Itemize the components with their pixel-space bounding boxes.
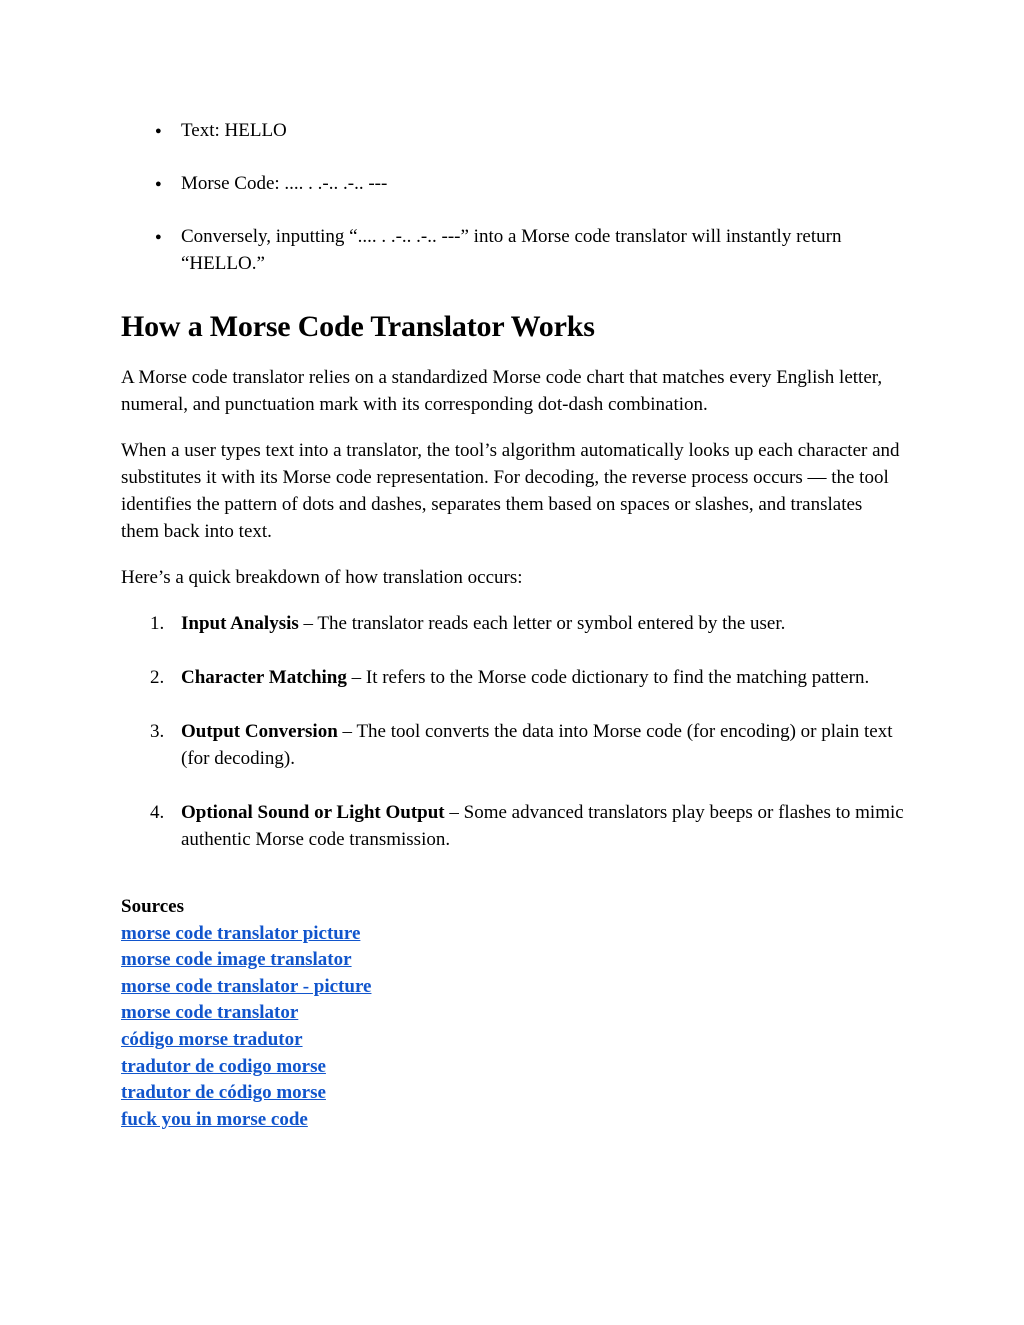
bullet-text: Text: HELLO xyxy=(181,120,287,141)
item-text: – The tool converts the data into Morse code (for encoding) or plain text (for decoding). xyxy=(181,721,893,769)
numbered-list xyxy=(121,610,904,853)
item-label: Input Analysis xyxy=(181,613,299,634)
bullet-icon: ● xyxy=(155,178,162,190)
item-number: 1. xyxy=(150,613,165,634)
source-link[interactable]: código morse tradutor xyxy=(121,1028,303,1050)
source-link[interactable]: morse code translator picture xyxy=(121,922,361,944)
source-link[interactable]: tradutor de codigo morse xyxy=(121,1055,326,1077)
source-link[interactable]: fuck you in morse code xyxy=(121,1108,308,1130)
numbered-item xyxy=(121,718,904,772)
bullet-item xyxy=(121,223,904,277)
paragraph: Here’s a quick breakdown of how translation occurs: xyxy=(121,567,523,588)
bullet-text: Morse Code: .... . .-.. .-.. --- xyxy=(181,173,388,194)
item-number: 2. xyxy=(150,667,165,688)
item-text: – The translator reads each letter or symbol entered by the user. xyxy=(298,613,786,634)
source-link[interactable]: morse code image translator xyxy=(121,949,352,971)
paragraph: A Morse code translator relies on a standardized Morse code chart that matches every English letter, numeral, and punctuation mark with its corresponding dot-dash combination. xyxy=(121,367,883,415)
source-link[interactable]: morse code translator xyxy=(121,1002,299,1024)
section-heading: How a Morse Code Translator Works xyxy=(121,310,595,343)
sources-title: Sources xyxy=(121,896,184,917)
bullet-item xyxy=(121,170,904,197)
item-number: 4. xyxy=(150,802,165,823)
item-number: 3. xyxy=(150,721,165,742)
bullet-icon: ● xyxy=(155,231,162,243)
item-label: Character Matching xyxy=(181,667,347,688)
bullet-item xyxy=(121,117,904,144)
item-label: Output Conversion xyxy=(181,721,338,742)
paragraph: When a user types text into a translator, the tool’s algorithm automatically looks up each character and substitutes it with its Morse code representation. For decoding, the reverse process occurs — the tool identifies the pattern of dots and dashes, separates them based on spaces or slashes, and translates them back into text. xyxy=(121,440,900,542)
bullet-text: Conversely, inputting “.... . .-.. .-.. ---” into a Morse code translator will instantly return “HELLO.” xyxy=(181,226,842,274)
item-text: – It refers to the Morse code dictionary to find the matching pattern. xyxy=(346,667,870,688)
item-text: – Some advanced translators play beeps or flashes to mimic authentic Morse code transmission. xyxy=(181,802,904,850)
source-link[interactable]: morse code translator - picture xyxy=(121,975,372,997)
numbered-item xyxy=(121,610,904,637)
numbered-item xyxy=(121,799,904,853)
bullet-list xyxy=(121,117,904,277)
numbered-item xyxy=(121,664,904,691)
item-label: Optional Sound or Light Output xyxy=(181,802,445,823)
sources-section xyxy=(121,894,904,1133)
bullet-icon: ● xyxy=(155,125,162,137)
source-link[interactable]: tradutor de código morse xyxy=(121,1082,326,1104)
